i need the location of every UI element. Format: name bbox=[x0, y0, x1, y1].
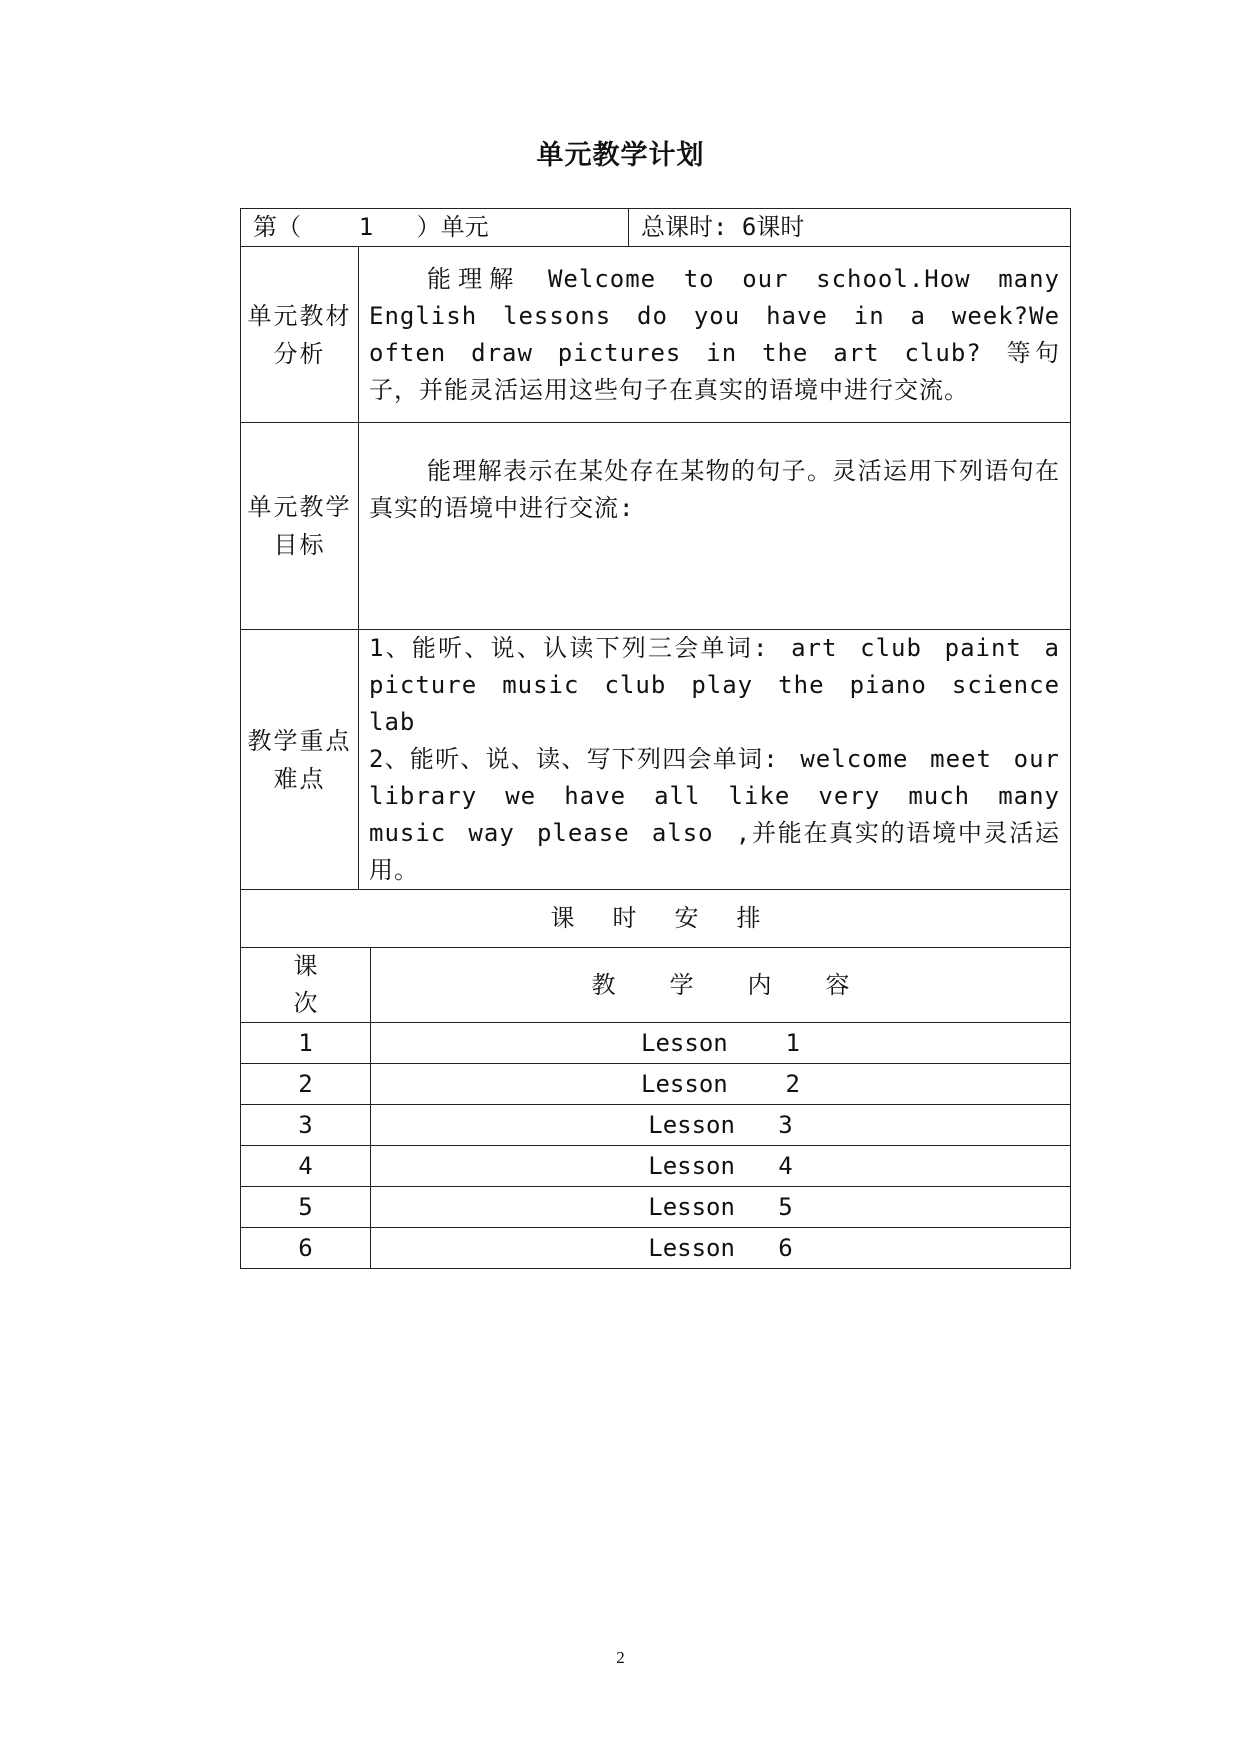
goal-label bbox=[241, 423, 359, 630]
focus-line-1: 1、能听、说、认读下列三会单词: art club paint a picture music club play the piano science lab bbox=[369, 634, 1061, 736]
focus-label-text: 教学重点难点 bbox=[247, 726, 352, 793]
lesson-number: 3 bbox=[241, 1105, 371, 1146]
unit-number-cell: 第（ 1 ）单元 bbox=[241, 209, 629, 247]
lesson-row bbox=[241, 1064, 1071, 1105]
column-header-number: 课次 bbox=[241, 948, 371, 1023]
unit-plan-table bbox=[240, 208, 1071, 1269]
analysis-row bbox=[241, 247, 1071, 423]
lesson-number: 5 bbox=[241, 1187, 371, 1228]
focus-line-2: 2、能听、说、读、写下列四会单词: welcome meet our library we have all like very much many music way please also ,并能在真实的语境中灵活运用。 bbox=[369, 745, 1061, 884]
lesson-number: 4 bbox=[241, 1146, 371, 1187]
page-title: 单元教学计划 bbox=[536, 140, 705, 171]
lesson-row bbox=[241, 1228, 1071, 1269]
analysis-text: 能理解 Welcome to our school.How many English lessons do you have in a week?We often draw pictures in the art club? 等句子，并能灵活运用这些句子在真实的语境中进行交流。 bbox=[369, 264, 1061, 404]
lesson-content: Lesson 4 bbox=[371, 1146, 1071, 1187]
focus-content bbox=[359, 630, 1071, 890]
lesson-row bbox=[241, 1105, 1071, 1146]
column-header-content: 教学内容 bbox=[371, 948, 1071, 1023]
analysis-content bbox=[359, 247, 1071, 423]
lesson-row bbox=[241, 1187, 1071, 1228]
table-header-row bbox=[241, 209, 1071, 247]
focus-row bbox=[241, 630, 1071, 890]
lesson-row bbox=[241, 1146, 1071, 1187]
lesson-content: Lesson 3 bbox=[371, 1105, 1071, 1146]
lesson-content: Lesson 2 bbox=[371, 1064, 1071, 1105]
page-number: 2 bbox=[616, 1648, 625, 1667]
total-hours-cell: 总课时: 6课时 bbox=[629, 209, 1071, 247]
goal-label-text: 单元教学目标 bbox=[247, 493, 352, 559]
focus-label bbox=[241, 630, 359, 890]
lesson-content: Lesson 6 bbox=[371, 1228, 1071, 1269]
analysis-label bbox=[241, 247, 359, 423]
lesson-content: Lesson 5 bbox=[371, 1187, 1071, 1228]
lesson-number: 6 bbox=[241, 1228, 371, 1269]
lesson-number: 2 bbox=[241, 1064, 371, 1105]
schedule-heading-row bbox=[241, 890, 1071, 948]
lesson-number: 1 bbox=[241, 1023, 371, 1064]
analysis-label-text: 单元教材分析 bbox=[247, 301, 352, 368]
schedule-heading: 课时安排 bbox=[241, 890, 1071, 948]
goal-text: 能理解表示在某处存在某物的句子。灵活运用下列语句在真实的语境中进行交流: bbox=[369, 457, 1061, 522]
schedule-column-header-row bbox=[241, 948, 1071, 1023]
goal-row bbox=[241, 423, 1071, 630]
lesson-row bbox=[241, 1023, 1071, 1064]
lesson-content: Lesson 1 bbox=[371, 1023, 1071, 1064]
goal-content bbox=[359, 423, 1071, 630]
